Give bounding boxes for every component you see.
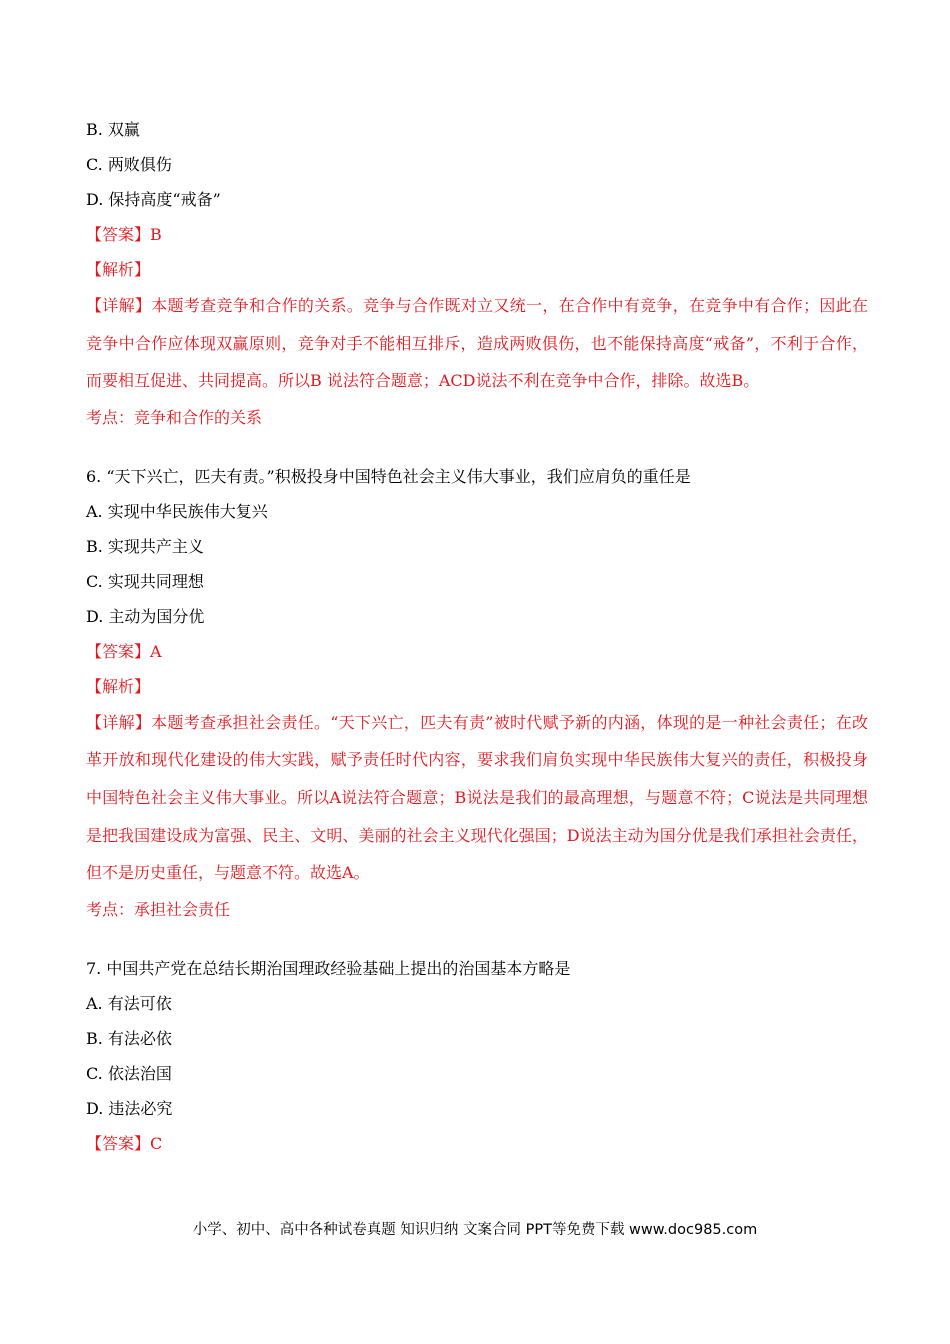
answer-line bbox=[86, 1126, 868, 1161]
option-a: A. 实现中华民族伟大复兴 bbox=[86, 501, 268, 521]
answer-line bbox=[86, 634, 868, 669]
answer-value: C bbox=[150, 1133, 163, 1153]
knowledge-point: 考点：承担社会责任 bbox=[86, 899, 231, 919]
answer-line bbox=[86, 217, 868, 252]
detail-tag: 【详解】 bbox=[86, 712, 152, 732]
detail-text: 本题考查竞争和合作的关系。竞争与合作既对立又统一，在合作中有竞争，在竞争中有合作；因此在竞争中合作应体现双赢原则，竞争对手不能相互排斥，造成两败俱伤，也不能保持高度“戒备”，不利于合作，而要相互促进、共同提高。所以B 说法符合题意；ACD说法不利在竞争中合作，排除。故选B。 bbox=[86, 296, 868, 391]
option-b: B. 有法必依 bbox=[86, 1028, 172, 1048]
option-d: D. 违法必究 bbox=[86, 1098, 173, 1118]
question-5 bbox=[86, 112, 868, 435]
knowledge-point: 考点：竞争和合作的关系 bbox=[86, 407, 263, 427]
analysis-tag: 【解析】 bbox=[86, 676, 151, 696]
option-d: D. 保持高度“戒备” bbox=[86, 190, 221, 209]
detail-paragraph bbox=[86, 704, 868, 892]
option-c: C. 两败俱伤 bbox=[86, 155, 172, 174]
document-page bbox=[86, 112, 868, 1161]
analysis-tag: 【解析】 bbox=[86, 260, 151, 279]
option-b: B. 实现共产主义 bbox=[86, 536, 204, 556]
option-a: A. 有法可依 bbox=[86, 993, 172, 1013]
option-b: B. 双赢 bbox=[86, 120, 140, 139]
option-d: D. 主动为国分优 bbox=[86, 606, 205, 626]
answer-value: A bbox=[150, 641, 162, 661]
answer-tag: 【答案】 bbox=[86, 225, 151, 244]
question-stem: 6. “天下兴亡，匹夫有责。”积极投身中国特色社会主义伟大事业，我们应肩负的重任是 bbox=[86, 466, 691, 486]
question-6 bbox=[86, 459, 868, 927]
answer-tag: 【答案】 bbox=[86, 641, 151, 661]
question-stem: 7. 中国共产党在总结长期治国理政经验基础上提出的治国基本方略是 bbox=[86, 958, 571, 978]
detail-text: 本题考查承担社会责任。“天下兴亡，匹夫有责”被时代赋予新的内涵，体现的是一种社会责任；在改革开放和现代化建设的伟大实践，赋予责任时代内容，要求我们肩负实现中华民族伟大复兴的责任，积极投身中国特色社会主义伟大事业。所以A说法符合题意；B说法是我们的最高理想，与题意不符；C说法是共同理想是把我国建设成为富强、民主、文明、美丽的社会主义现代化强国；D说法主动为国分优是我们承担社会责任，但不是历史重任，与题意不符。故选A。 bbox=[86, 712, 868, 883]
page-footer: 小学、初中、高中各种试卷真题 知识归纳 文案合同 PPT等免费下载 www.doc985.com bbox=[192, 1222, 758, 1238]
question-7 bbox=[86, 951, 868, 1161]
answer-tag: 【答案】 bbox=[86, 1133, 151, 1153]
option-c: C. 实现共同理想 bbox=[86, 571, 204, 591]
answer-value: B bbox=[150, 225, 162, 244]
detail-tag: 【详解】 bbox=[86, 296, 152, 315]
detail-paragraph bbox=[86, 287, 868, 400]
option-c: C. 依法治国 bbox=[86, 1063, 172, 1083]
